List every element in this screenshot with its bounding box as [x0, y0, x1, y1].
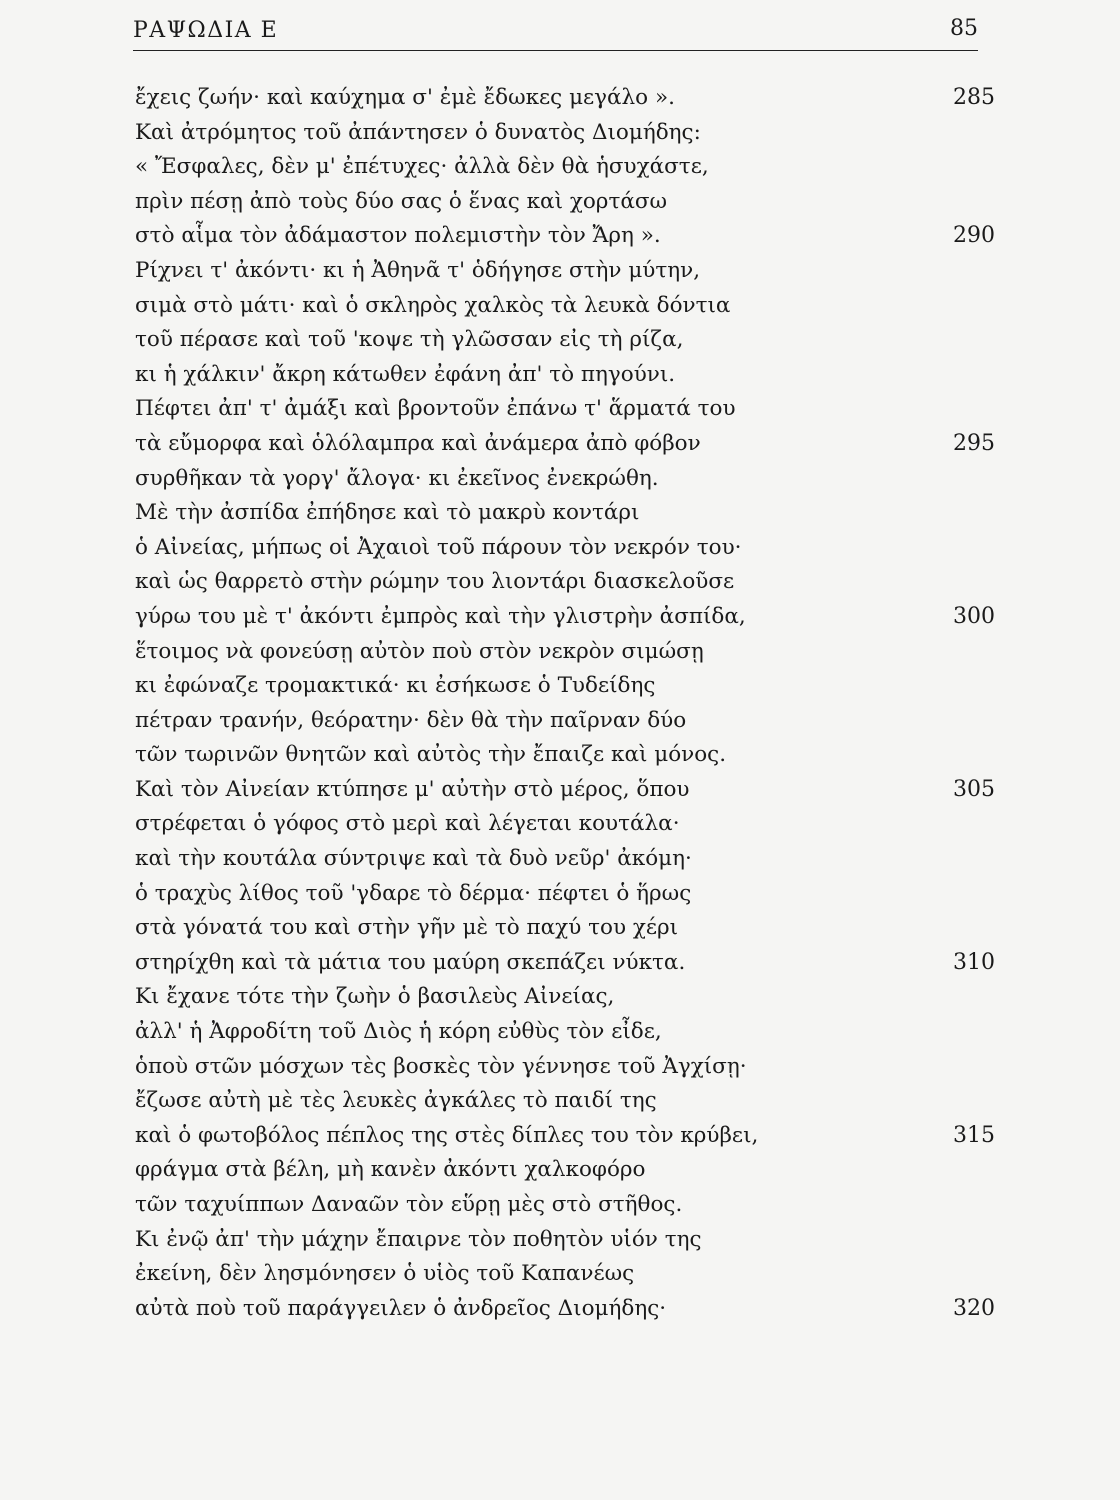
- verse-text: φράγμα στὰ βέλη, μὴ κανὲν ἀκόντι χαλκοφόρο: [135, 1157, 646, 1183]
- verse-line: [135, 462, 995, 497]
- verse-text: ἀλλ' ἡ Ἀφροδίτη τοῦ Διὸς ἡ κόρη εὐθὺς τὸν εἶδε,: [135, 1019, 662, 1045]
- verse-text: τῶν ταχυίππων Δαναῶν τὸν εὕρῃ μὲς στὸ στῆθος.: [135, 1192, 683, 1217]
- chapter-title: ΡΑΨΩΔΙΑ Ε: [133, 18, 279, 43]
- verse-text: Μὲ τὴν ἀσπίδα ἐπήδησε καὶ τὸ μακρὺ κοντάρι: [135, 500, 640, 526]
- verse-number: 305: [953, 776, 995, 802]
- verse-line: [135, 669, 995, 704]
- verse-text: ὁποὺ στῶν μόσχων τὲς βοσκὲς τὸν γέννησε τοῦ Ἀγχίσῃ·: [135, 1053, 747, 1079]
- verse-text: τὰ εὔμορφα καὶ ὁλόλαμπρα καὶ ἀνάμερα ἀπὸ φόβον: [135, 430, 701, 456]
- verse-line: [135, 565, 995, 600]
- verse-number: 310: [953, 949, 995, 975]
- verse-text: Καὶ τὸν Αἰνείαν κτύπησε μ' αὐτὴν στὸ μέρος, ὅπου: [135, 776, 690, 802]
- verse-line: [135, 704, 995, 739]
- verse-line: [135, 289, 995, 324]
- verse-line: [135, 1015, 995, 1050]
- verse-line: [135, 254, 995, 289]
- verse-line: [135, 427, 995, 462]
- verse-text: ἔζωσε αὐτὴ μὲ τὲς λευκὲς ἀγκάλες τὸ παιδί της: [135, 1088, 657, 1114]
- verse-text: συρθῆκαν τὰ γοργ' ἄλογα· κι ἐκεῖνος ἐνεκρώθη.: [135, 465, 659, 491]
- verse-line: [135, 807, 995, 842]
- verse-line: [135, 150, 995, 185]
- header-rule: [133, 50, 978, 51]
- verse-text: τοῦ πέρασε καὶ τοῦ 'κοψε τὴ γλῶσσαν εἰς τὴ ρίζα,: [135, 327, 684, 353]
- verse-text: ἐκείνη, δὲν λησμόνησεν ὁ υἱὸς τοῦ Καπανέως: [135, 1261, 635, 1287]
- verse-line: [135, 185, 995, 220]
- verse-line: [135, 1050, 995, 1085]
- verse-number: 300: [953, 603, 995, 629]
- verse-text: στὸ αἷμα τὸν ἀδάμαστον πολεμιστὴν τὸν Ἄρη ».: [135, 223, 661, 249]
- verse-line: [135, 635, 995, 670]
- verse-text: γύρω του μὲ τ' ἀκόντι ἐμπρὸς καὶ τὴν γλιστρὴν ἀσπίδα,: [135, 603, 746, 629]
- verse-text: πρὶν πέσῃ ἀπὸ τοὺς δύο σας ὁ ἕνας καὶ χορτάσω: [135, 188, 668, 214]
- verse-text: στὰ γόνατά του καὶ στὴν γῆν μὲ τὸ παχύ του χέρι: [135, 915, 679, 941]
- running-head: [133, 14, 978, 54]
- verse-line: [135, 116, 995, 151]
- verse-line: [135, 392, 995, 427]
- verse-number: 295: [953, 430, 995, 456]
- verse-text: πέτραν τρανήν, θεόρατην· δὲν θὰ τὴν παῖρναν δύο: [135, 707, 687, 733]
- verse-line: [135, 738, 995, 773]
- verse-text: ἔχεις ζωήν· καὶ καύχημα σ' ἐμὲ ἔδωκες μεγάλο ».: [135, 85, 675, 110]
- verse-line: [135, 81, 995, 116]
- verse-line: [135, 1119, 995, 1154]
- verse-text: σιμὰ στὸ μάτι· καὶ ὁ σκληρὸς χαλκὸς τὰ λευκὰ δόντια: [135, 292, 731, 318]
- verse-line: [135, 323, 995, 358]
- verse-text: Κι ἐνῷ ἀπ' τὴν μάχην ἔπαιρνε τὸν ποθητὸν υἱόν της: [135, 1226, 702, 1252]
- verse-line: [135, 1292, 995, 1327]
- verse-line: [135, 1223, 995, 1258]
- verse-line: [135, 1188, 995, 1223]
- verse-text: Κι ἔχανε τότε τὴν ζωὴν ὁ βασιλεὺς Αἰνείας,: [135, 984, 615, 1010]
- verse-text: αὐτὰ ποὺ τοῦ παράγγειλεν ὁ ἀνδρεῖος Διομήδης·: [135, 1295, 667, 1321]
- verse-text: τῶν τωρινῶν θνητῶν καὶ αὐτὸς τὴν ἔπαιζε καὶ μόνος.: [135, 742, 727, 768]
- verse-line: [135, 877, 995, 912]
- verse-line: [135, 1084, 995, 1119]
- verse-text: Καὶ ἀτρόμητος τοῦ ἀπάντησεν ὁ δυνατὸς Διομήδης:: [135, 119, 701, 145]
- verse-text: κι ἡ χάλκιν' ἄκρη κάτωθεν ἐφάνη ἀπ' τὸ πηγούνι.: [135, 361, 676, 387]
- verse-number: 320: [953, 1295, 995, 1321]
- verse-text: καὶ τὴν κουτάλα σύντριψε καὶ τὰ δυὸ νεῦρ' ἀκόμη·: [135, 846, 692, 872]
- verse-line: [135, 980, 995, 1015]
- verse-text: « Ἔσφαλες, δὲν μ' ἐπέτυχες· ἀλλὰ δὲν θὰ ἡσυχάστε,: [135, 154, 709, 180]
- verse-line: [135, 1257, 995, 1292]
- verse-line: [135, 358, 995, 393]
- verse-text: στηρίχθη καὶ τὰ μάτια του μαύρη σκεπάζει νύκτα.: [135, 949, 686, 975]
- verse-text: ἕτοιμος νὰ φονεύσῃ αὐτὸν ποὺ στὸν νεκρὸν σιμώσῃ: [135, 638, 704, 664]
- verse-text: κι ἐφώναζε τρομακτικά· κι ἐσήκωσε ὁ Τυδείδης: [135, 673, 656, 699]
- verse-text: καὶ ὁ φωτοβόλος πέπλος της στὲς δίπλες του τὸν κρύβει,: [135, 1122, 759, 1148]
- verse-list: [135, 81, 995, 1326]
- page-number: 85: [950, 16, 978, 41]
- verse-text: στρέφεται ὁ γόφος στὸ μερὶ καὶ λέγεται κουτάλα·: [135, 811, 680, 837]
- verse-number: 285: [953, 85, 995, 110]
- verse-number: 290: [953, 223, 995, 249]
- verse-text: ὁ τραχὺς λίθος τοῦ 'γδαρε τὸ δέρμα· πέφτει ὁ ἥρως: [135, 880, 692, 906]
- verse-line: [135, 842, 995, 877]
- verse-line: [135, 911, 995, 946]
- verse-text: Ρίχνει τ' ἀκόντι· κι ἡ Ἀθηνᾶ τ' ὁδήγησε στὴν μύτην,: [135, 257, 701, 283]
- verse-line: [135, 773, 995, 808]
- verse-text: καὶ ὡς θαρρετὸ στὴν ρώμην του λιοντάρι διασκελοῦσε: [135, 569, 735, 595]
- verse-line: [135, 531, 995, 566]
- verse-text: Πέφτει ἀπ' τ' ἀμάξι καὶ βροντοῦν ἐπάνω τ' ἅρματά του: [135, 396, 736, 422]
- verse-text: ὁ Αἰνείας, μήπως οἱ Ἀχαιοὶ τοῦ πάρουν τὸν νεκρόν του·: [135, 534, 742, 560]
- verse-line: [135, 1153, 995, 1188]
- verse-line: [135, 219, 995, 254]
- verse-line: [135, 946, 995, 981]
- verse-line: [135, 600, 995, 635]
- verse-line: [135, 496, 995, 531]
- verse-number: 315: [953, 1122, 995, 1148]
